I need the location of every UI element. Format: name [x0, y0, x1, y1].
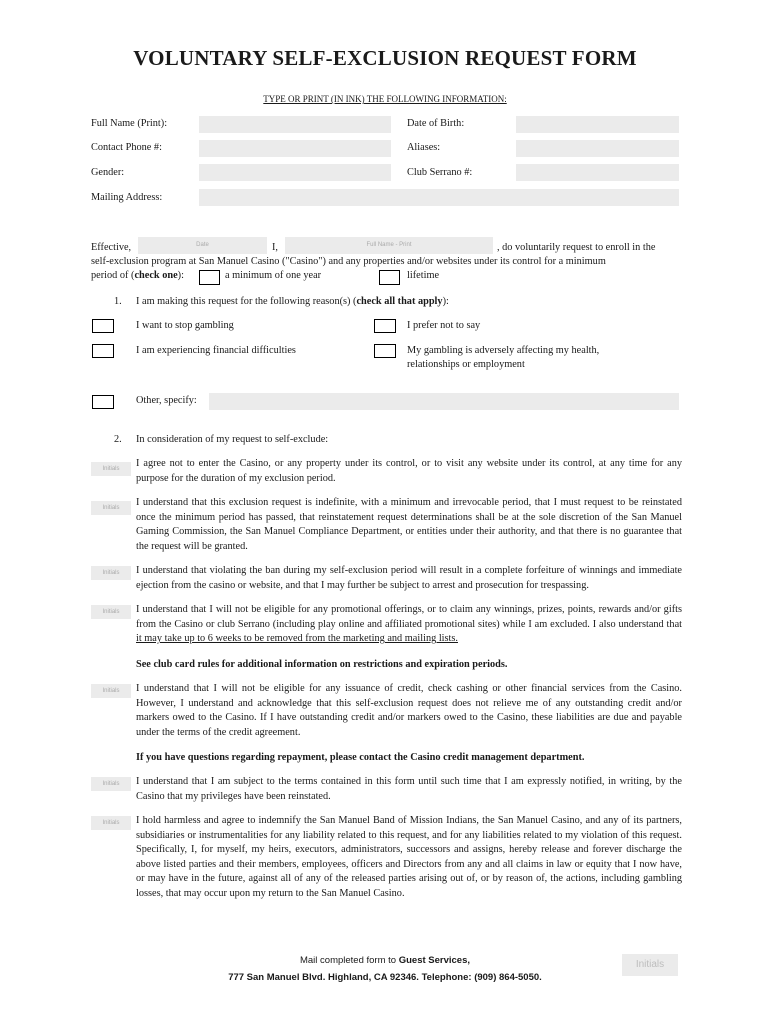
reason-stop-gambling-checkbox[interactable]: [92, 319, 114, 333]
clause-violation: I understand that violating the ban during my self-exclusion period will result in a complete forfeiture of winnings and immediate ejection from the casino or website, and that I may further be subject to arrest and prosecution for trespassing.: [136, 565, 682, 591]
section-2-intro: In consideration of my request to self-exclude:: [136, 434, 329, 445]
reason-health-label-2: relationships or employment: [407, 359, 525, 370]
period-text-a: period of (: [91, 270, 135, 281]
reason-other-input[interactable]: [209, 393, 679, 410]
mailing-address-label: Mailing Address:: [91, 192, 163, 203]
footer-guest-services: Guest Services,: [398, 955, 471, 966]
reason-stop-gambling-label: I want to stop gambling: [136, 320, 234, 331]
phone-input[interactable]: [199, 140, 391, 157]
footer-mail-text: Mail completed form to: [299, 955, 399, 966]
reason-other-checkbox[interactable]: [92, 395, 114, 409]
instructions: TYPE OR PRINT (IN INK) THE FOLLOWING INFORMATION:: [263, 94, 507, 104]
initials-field-5[interactable]: Initials: [91, 684, 131, 698]
reason-financial-label: I am experiencing financial difficulties: [136, 345, 296, 356]
i-label: I,: [272, 242, 279, 253]
clause-credit: I understand that I will not be eligible for any issuance of credit, check cashing or other financial services from the Casino. However, I understand and acknowledge that this self-exclusion request does not relieve me of any outstanding credit and/or markers owed to the Casino. If I have outstanding credit and/or markers owed to the Casino, these liabilities are due and payable under the terms of the credit agreement.: [136, 683, 682, 738]
effective-date-input[interactable]: Date: [138, 237, 267, 254]
clause-no-entry: I agree not to enter the Casino, or any property under its control, or to visit any website under its control, at any time for any purpose for the duration of my exclusion period.: [136, 458, 682, 484]
clause-promotions: [136, 603, 682, 647]
page-title: VOLUNTARY SELF-EXCLUSION REQUEST FORM: [133, 46, 637, 70]
section-2-number: 2.: [114, 434, 122, 445]
period-check-one: check one: [134, 270, 178, 281]
reason-financial-checkbox[interactable]: [92, 344, 114, 358]
minimum-one-year-checkbox[interactable]: [199, 270, 220, 285]
lifetime-checkbox[interactable]: [379, 270, 400, 285]
club-serrano-label: Club Serrano #:: [407, 167, 473, 178]
minimum-one-year-label: a minimum of one year: [225, 270, 322, 281]
reason-health-label-1: My gambling is adversely affecting my health,: [407, 345, 600, 356]
footer-initials-field[interactable]: Initials: [622, 954, 678, 976]
gender-input[interactable]: [199, 164, 391, 181]
reason-health-checkbox[interactable]: [374, 344, 396, 358]
effective-text-3: [91, 269, 184, 284]
note-club-card: See club card rules for additional information on restrictions and expiration periods.: [136, 659, 508, 670]
note-repayment: If you have questions regarding repayment, please contact the Casino credit management department.: [136, 752, 585, 763]
aliases-input[interactable]: [516, 140, 679, 157]
section-1-text-a: I am making this request for the following reason(s) (: [136, 296, 357, 307]
full-name-input[interactable]: [199, 116, 391, 133]
full-name-label: Full Name (Print):: [91, 118, 168, 129]
effective-name-input[interactable]: Full Name - Print: [285, 237, 493, 254]
reason-prefer-not-checkbox[interactable]: [374, 319, 396, 333]
reason-prefer-not-label: I prefer not to say: [407, 320, 481, 331]
clause-indefinite: I understand that this exclusion request is indefinite, with a minimum and irrevocable period, that I must request to be reinstated once the minimum period has passed, that reinstatement request determinations shall be at the sole discretion of the San Manuel Gaming Commission, the San Manuel Compliance Department, or entities under their authority, and that there is no guarantee that the request will be granted.: [136, 497, 682, 552]
section-1-check-all: check all that apply: [356, 296, 443, 307]
initials-field-1[interactable]: Initials: [91, 462, 131, 476]
gender-label: Gender:: [91, 167, 125, 178]
section-1-text-c: ):: [442, 296, 449, 307]
clause-promotions-underlined: it may take up to 6 weeks to be removed from the marketing and mailing lists.: [136, 633, 458, 644]
reason-other-label: Other, specify:: [136, 395, 197, 406]
initials-field-6[interactable]: Initials: [91, 777, 131, 791]
mailing-address-input[interactable]: [199, 189, 679, 206]
clause-promotions-text: I understand that I will not be eligible for any promotional offerings, or to claim any winnings, prizes, points, rewards and/or gifts from the Casino or club Serrano (including play online and affiliated promotional sites) while I am excluded. I also understand that: [136, 604, 682, 630]
dob-label: Date of Birth:: [407, 118, 465, 129]
effective-text-2: self-exclusion program at San Manuel Casino ("Casino") and any properties and/or websites under its control for a minimum: [91, 256, 606, 267]
section-1-number: 1.: [114, 296, 122, 307]
dob-input[interactable]: [516, 116, 679, 133]
clause-terms: I understand that I am subject to the terms contained in this form until such time that I am expressly notified, in writing, by the Casino that my privileges have been reinstated.: [136, 776, 682, 802]
initials-field-4[interactable]: Initials: [91, 605, 131, 619]
effective-label: Effective,: [91, 242, 132, 253]
initials-field-3[interactable]: Initials: [91, 566, 131, 580]
period-text-c: ):: [177, 270, 184, 281]
clause-indemnify: I hold harmless and agree to indemnify the San Manuel Band of Mission Indians, the San Manuel Casino, and any of its partners, subsidiaries or instrumentalities for any liability related to this request, and for any liabilities related to my violation of this request. Specifically, I, for myself, my heirs, executors, administrators, successors and assigns, hereby release and forever discharge the above listed parties and their members, employees, officers and Directors from any and all claims in law or equity that I now have, or may have in the future, against all of any of the released parties arising out of, or by reason of, the actions, including gambling losses, that may occur upon my return to the San Manuel Casino.: [136, 815, 682, 899]
phone-label: Contact Phone #:: [91, 142, 162, 153]
club-serrano-input[interactable]: [516, 164, 679, 181]
section-1-text: [136, 295, 449, 310]
lifetime-label: lifetime: [407, 270, 440, 281]
footer-address: 777 San Manuel Blvd. Highland, CA 92346. Telephone: (909) 864-5050.: [228, 972, 542, 983]
initials-field-7[interactable]: Initials: [91, 816, 131, 830]
aliases-label: Aliases:: [407, 142, 441, 153]
effective-text-1: , do voluntarily request to enroll in the: [497, 242, 656, 253]
initials-field-2[interactable]: Initials: [91, 501, 131, 515]
